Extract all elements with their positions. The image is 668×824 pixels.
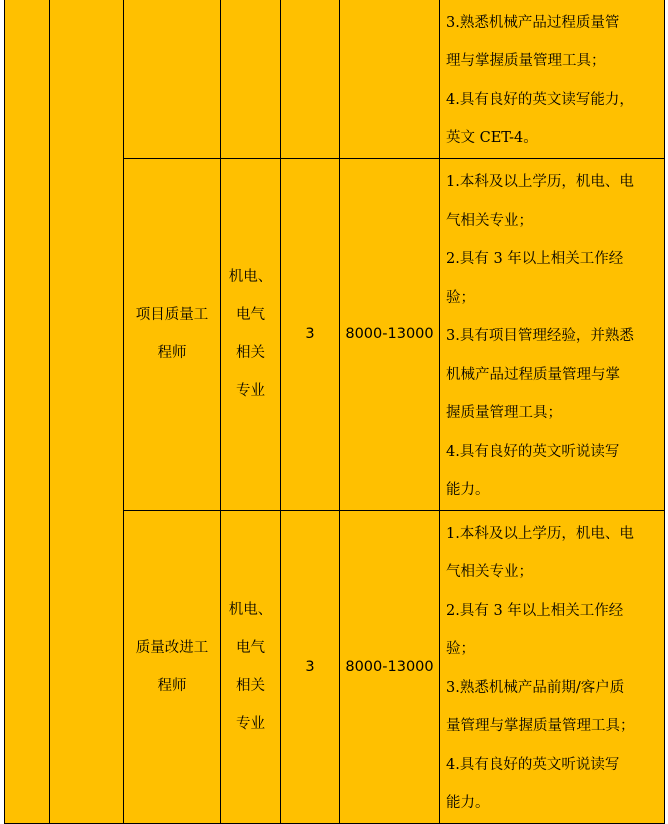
- major-cell: [221, 510, 281, 823]
- job-title-line: 程师: [157, 345, 187, 362]
- requirement-line: 握质量管理工具；: [446, 405, 562, 421]
- category-cell: [5, 0, 50, 823]
- requirements-cell: [440, 510, 665, 823]
- job-title-line: 项目质量工: [135, 307, 209, 324]
- headcount-cell: 3: [281, 510, 340, 823]
- requirement-line: 2.具有 3 年以上相关工作经: [446, 251, 624, 267]
- requirement-line: 量管理与掌握质量管理工具；: [446, 718, 635, 734]
- major-line: 相关: [236, 677, 265, 694]
- major-line: 机电、: [228, 269, 273, 286]
- major-line: 电气: [236, 307, 265, 324]
- requirement-line: 能力。: [446, 795, 490, 811]
- requirements-cell: [440, 159, 665, 511]
- major-line: 机电、: [228, 601, 273, 618]
- requirement-line: 1.本科及以上学历，机电、电: [446, 174, 634, 190]
- major-line: 专业: [236, 383, 265, 400]
- job-title-cell: [124, 510, 221, 823]
- major-cell: [221, 0, 281, 159]
- requirement-line: 英文 CET-4。: [446, 130, 538, 146]
- requirement-line: 2.具有 3 年以上相关工作经: [446, 602, 624, 619]
- requirement-line: 1.本科及以上学历，机电、电: [446, 525, 634, 542]
- requirement-line: 4.具有良好的英文听说读写: [446, 756, 620, 773]
- requirement-line: 3.熟悉机械产品前期/客户质: [446, 679, 625, 696]
- requirement-line: 气相关专业；: [446, 564, 533, 580]
- requirement-line: 理与掌握质量管理工具；: [446, 53, 606, 69]
- requirement-line: 4.具有良好的英文读写能力，: [446, 91, 634, 108]
- requirement-line: 3.熟悉机械产品过程质量管: [446, 14, 620, 31]
- count-cell: [281, 0, 340, 159]
- department-cell: [50, 0, 124, 823]
- requirement-line: 3.具有项目管理经验，并熟悉: [446, 328, 634, 344]
- requirements-cell: [440, 0, 665, 159]
- requirement-line: 4.具有良好的英文听说读写: [446, 443, 620, 460]
- salary-cell: [340, 0, 440, 159]
- job-requirements-table: [4, 0, 665, 824]
- salary-cell: 8000-13000: [340, 510, 440, 823]
- job-title-line: 质量改进工: [135, 639, 209, 656]
- table-row: [5, 0, 665, 159]
- requirement-line: 机械产品过程质量管理与掌: [446, 366, 620, 383]
- requirement-line: 验；: [446, 641, 475, 657]
- requirement-line: 验；: [446, 289, 475, 306]
- requirement-line: 气相关专业；: [446, 212, 533, 229]
- major-line: 专业: [236, 715, 265, 732]
- headcount-cell: 3: [281, 159, 340, 511]
- requirement-line: 能力。: [446, 482, 490, 498]
- job-title-line: 程师: [157, 677, 187, 694]
- title-cell: [124, 0, 221, 159]
- major-line: 电气: [236, 639, 265, 656]
- job-title-cell: [124, 159, 221, 511]
- major-cell: [221, 159, 281, 511]
- major-line: 相关: [236, 345, 265, 362]
- salary-cell: 8000-13000: [340, 159, 440, 511]
